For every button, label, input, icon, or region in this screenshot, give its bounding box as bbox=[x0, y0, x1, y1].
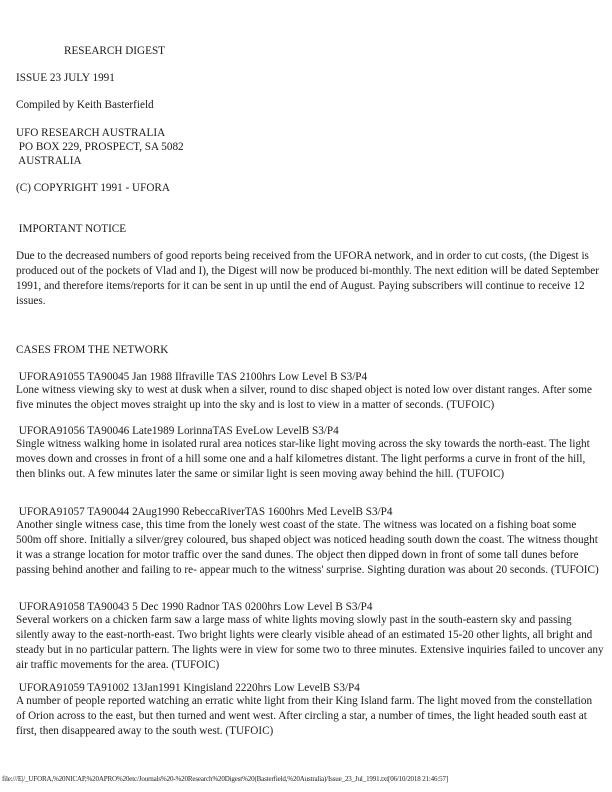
case-header: UFORA91057 TA90044 2Aug1990 RebeccaRiverTAS 1600hrs Med LevelB S3/P4 bbox=[16, 506, 393, 518]
case-body: A number of people reported watching an erratic white light from their King Island farm. The light moved from the constellation of Orion across to the east, but then turned and went west. After circling a star, a number of times, the light headed south east at first, then disappeared away to the south west. (TUFOIC) bbox=[16, 695, 593, 737]
case-header: UFORA91055 TA90045 Jan 1988 Ilfraville TAS 2100hrs Low Level B S3/P4 bbox=[16, 371, 368, 383]
compiled-by: Compiled by Keith Basterfield bbox=[16, 99, 154, 111]
case-header: UFORA91056 TA90046 Late1989 LorinnaTAS EveLow LevelB S3/P4 bbox=[16, 425, 339, 437]
case-body: Several workers on a chicken farm saw a large mass of white lights moving slowly past in the south-eastern sky and passing silently away to the east-north-east. Two bright lights were clearly visible ahead of an estimated 15-20 other lights, all bright and steady but in no particular pattern. The lights were in view for some two to three minutes. Extensive inquiries failed to uncover any air traffic movements for the area. (TUFOIC) bbox=[16, 614, 604, 671]
notice-body: Due to the decreased numbers of good reports being received from the UFORA network, and in order to cut costs, (the Digest is produced out of the pockets of Vlad and I), the Digest will now be produced bi-monthly. The next edition will be dated September 1991, and therefore items/reports for it can be sent in up until the end of August. Paying subscribers will continue to receive 12 issues. bbox=[16, 250, 599, 307]
copyright: (C) COPYRIGHT 1991 - UFORA bbox=[16, 182, 170, 194]
org-address: PO BOX 229, PROSPECT, SA 5082 bbox=[16, 141, 184, 153]
cases-heading: CASES FROM THE NETWORK bbox=[16, 344, 169, 356]
notice-heading: IMPORTANT NOTICE bbox=[16, 223, 127, 235]
case-header: UFORA91058 TA90043 5 Dec 1990 Radnor TAS 0200hrs Low Level B S3/P4 bbox=[16, 601, 373, 613]
org-name: UFO RESEARCH AUSTRALIA bbox=[16, 127, 166, 139]
case-body: Another single witness case, this time from the lonely west coast of the state. The witness was located on a fishing boat some 500m off shore. Initially a silver/grey coloured, bus shaped object was noticed heading south down the coast. The witness thought it was a strange location for motor traffic over the sand dunes. The object then dipped down in front of some tall dunes before passing behind another and failing to re- appear much to the witness' surprise. Sighting duration was about 20 seconds. (TUFOIC) bbox=[16, 519, 599, 576]
org-country: AUSTRALIA bbox=[16, 155, 82, 167]
case-header: UFORA91059 TA91002 13Jan1991 Kingisland 2220hrs Low LevelB S3/P4 bbox=[16, 682, 360, 694]
case-body: Single witness walking home in isolated rural area notices star-like light moving across the sky towards the north-east. The light moves down and crosses in front of a hill some one and a half kilometres distant. The light performs a curve in front of the hill, then blinks out. A few minutes later the same or similar light is seen moving away behind the hill. (TUFOIC) bbox=[16, 438, 590, 480]
case-body: Lone witness viewing sky to west at dusk when a silver, round to disc shaped object is noted low over distant ranges. After some five minutes the object moves straight up into the sky and is lost to view in a matter of seconds. (TUFOIC) bbox=[16, 384, 592, 411]
file-path-footer: file:///E|/_UFORA,%20NICAP,%20APRO%20etc/Journals%20-%20Research%20Digest%20(Basterfield,%20Australia)/Issue_23_Jul_1991.txt[06/10/2018 21:46:57] bbox=[2, 775, 449, 783]
issue-line: ISSUE 23 JULY 1991 bbox=[16, 72, 115, 84]
digest-title: RESEARCH DIGEST bbox=[64, 45, 166, 57]
